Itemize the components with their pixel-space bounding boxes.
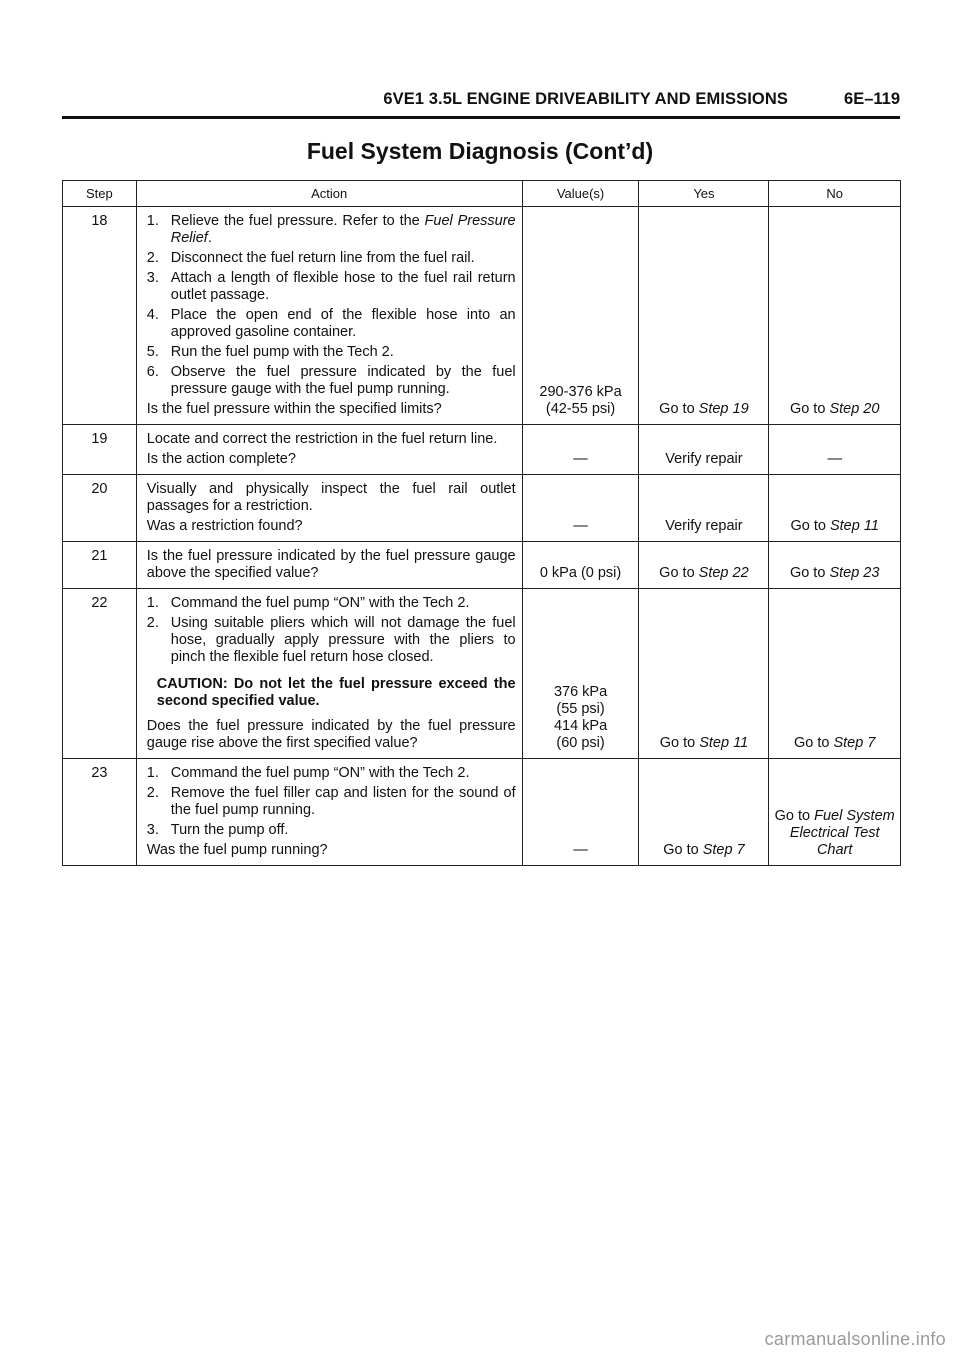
action-cell bbox=[136, 542, 522, 589]
action-step-number: 2. bbox=[146, 615, 159, 631]
action-text: Locate and correct the restriction in the fuel return line. bbox=[146, 431, 498, 447]
column-header-values: Value(s) bbox=[522, 181, 639, 207]
action-step bbox=[147, 822, 516, 839]
action-step-text: Command the fuel pump “ON” with the Tech 2. bbox=[170, 765, 470, 781]
action-step-text: Attach a length of flexible hose to the fuel rail return outlet passage. bbox=[170, 270, 516, 303]
action-step-text: Disconnect the fuel return line from the fuel rail. bbox=[170, 250, 475, 266]
action-reference: Fuel Pressure Relief bbox=[170, 213, 516, 246]
page-number: 6E–119 bbox=[844, 90, 900, 108]
diagnosis-table bbox=[62, 180, 901, 866]
action-step-number: 6. bbox=[146, 364, 159, 380]
yes-text: Verify repair bbox=[665, 451, 743, 467]
no-reference: Step 20 bbox=[829, 401, 880, 417]
column-header-no: No bbox=[769, 181, 901, 207]
action-step bbox=[147, 615, 516, 666]
action-step-text: Run the fuel pump with the Tech 2. bbox=[170, 344, 394, 360]
action-step-text: Command the fuel pump “ON” with the Tech 2. bbox=[170, 595, 470, 611]
value-line: 376 kPa bbox=[553, 684, 608, 700]
action-cell bbox=[136, 589, 522, 759]
action-step-text: Relieve the fuel pressure. Refer to the bbox=[170, 213, 425, 229]
column-header-step: Step bbox=[63, 181, 137, 207]
value-line: (55 psi) bbox=[556, 701, 605, 717]
action-step-number: 1. bbox=[146, 595, 159, 611]
no-cell bbox=[769, 542, 901, 589]
action-step-text: Using suitable pliers which will not damage the fuel hose, gradually apply pressure with the pliers to pinch the flexible fuel return hose closed. bbox=[170, 615, 516, 665]
table-body bbox=[63, 207, 901, 866]
watermark: carmanualsonline.info bbox=[764, 1329, 946, 1349]
table-row bbox=[63, 207, 901, 425]
values-cell bbox=[522, 759, 639, 866]
yes-reference: Step 11 bbox=[699, 735, 749, 751]
step-number: 23 bbox=[63, 759, 137, 866]
question-text: Is the action complete? bbox=[146, 451, 296, 467]
yes-text: Go to bbox=[659, 401, 699, 417]
no-cell bbox=[769, 207, 901, 425]
action-step-text: Observe the fuel pressure indicated by the fuel pressure gauge with the fuel pump running. bbox=[170, 364, 516, 397]
column-header-yes: Yes bbox=[639, 181, 769, 207]
no-text: Go to bbox=[790, 518, 830, 534]
question-text: Was the fuel pump running? bbox=[146, 842, 328, 858]
action-step bbox=[147, 270, 516, 304]
action-step bbox=[147, 785, 516, 819]
action-step-text: Place the open end of the flexible hose into an approved gasoline container. bbox=[170, 307, 516, 340]
table-row bbox=[63, 425, 901, 475]
question-text: Is the fuel pressure within the specified limits? bbox=[146, 401, 442, 417]
step-number: 20 bbox=[63, 475, 137, 542]
value-line: — bbox=[573, 518, 588, 534]
values-cell bbox=[522, 542, 639, 589]
yes-cell bbox=[639, 425, 769, 475]
action-step-suffix: . bbox=[207, 230, 212, 246]
table-row bbox=[63, 759, 901, 866]
table-row bbox=[63, 589, 901, 759]
values-cell bbox=[522, 207, 639, 425]
yes-text: Verify repair bbox=[665, 518, 743, 534]
action-step-number: 1. bbox=[146, 213, 159, 229]
no-text: Go to bbox=[793, 735, 834, 751]
step-number: 18 bbox=[63, 207, 137, 425]
no-text: Go to bbox=[789, 401, 830, 417]
yes-cell bbox=[639, 475, 769, 542]
action-step-text: Turn the pump off. bbox=[170, 822, 289, 838]
values-cell bbox=[522, 589, 639, 759]
action-step bbox=[147, 307, 516, 341]
table-header-row bbox=[63, 181, 901, 207]
no-reference: Fuel System Electrical Test Chart bbox=[789, 808, 895, 858]
action-step bbox=[147, 344, 516, 361]
step-number: 19 bbox=[63, 425, 137, 475]
no-cell bbox=[769, 475, 901, 542]
column-header-action: Action bbox=[136, 181, 522, 207]
yes-cell bbox=[639, 207, 769, 425]
action-cell bbox=[136, 425, 522, 475]
action-step bbox=[147, 595, 516, 612]
values-cell bbox=[522, 475, 639, 542]
action-step-number: 2. bbox=[146, 250, 159, 266]
table-row bbox=[63, 475, 901, 542]
value-line: 0 kPa (0 psi) bbox=[539, 565, 622, 581]
section-title: 6VE1 3.5L ENGINE DRIVEABILITY AND EMISSIONS bbox=[383, 90, 788, 108]
page-title: Fuel System Diagnosis (Cont’d) bbox=[306, 138, 654, 164]
no-text: Go to bbox=[774, 808, 815, 824]
yes-cell bbox=[639, 759, 769, 866]
value-line: (60 psi) bbox=[556, 735, 605, 751]
values-cell bbox=[522, 425, 639, 475]
yes-reference: Step 22 bbox=[698, 565, 749, 581]
value-line: (42-55 psi) bbox=[545, 401, 616, 417]
question-text: Was a restriction found? bbox=[146, 518, 303, 534]
value-line: — bbox=[573, 451, 588, 467]
page-header bbox=[62, 88, 900, 119]
table-row bbox=[63, 542, 901, 589]
yes-reference: Step 7 bbox=[702, 842, 745, 858]
action-step bbox=[147, 213, 516, 247]
no-text: Go to bbox=[789, 565, 830, 581]
action-text: Visually and physically inspect the fuel rail outlet passages for a restriction. bbox=[146, 481, 516, 514]
action-step-number: 4. bbox=[146, 307, 159, 323]
no-reference: Step 7 bbox=[833, 735, 876, 751]
action-step-text: Remove the fuel filler cap and listen for the sound of the fuel pump running. bbox=[170, 785, 516, 818]
step-number: 21 bbox=[63, 542, 137, 589]
action-cell bbox=[136, 207, 522, 425]
action-step-number: 3. bbox=[146, 822, 159, 838]
no-cell bbox=[769, 425, 901, 475]
no-reference: Step 23 bbox=[829, 565, 880, 581]
value-line: 290-376 kPa bbox=[539, 384, 622, 400]
action-step-number: 2. bbox=[146, 785, 159, 801]
no-reference: Step 11 bbox=[829, 518, 879, 534]
yes-reference: Step 19 bbox=[698, 401, 749, 417]
action-step bbox=[147, 364, 516, 398]
action-step-number: 1. bbox=[146, 765, 159, 781]
yes-text: Go to bbox=[659, 735, 700, 751]
yes-cell bbox=[639, 542, 769, 589]
caution-note: CAUTION: Do not let the fuel pressure exceed the second specified value. bbox=[156, 676, 516, 709]
no-cell bbox=[769, 589, 901, 759]
action-step bbox=[147, 765, 516, 782]
action-cell bbox=[136, 475, 522, 542]
action-cell bbox=[136, 759, 522, 866]
no-cell bbox=[769, 759, 901, 866]
yes-text: Go to bbox=[659, 565, 699, 581]
action-step bbox=[147, 250, 516, 267]
value-line: 414 kPa bbox=[553, 718, 608, 734]
action-text: Is the fuel pressure indicated by the fuel pressure gauge above the specified value? bbox=[146, 548, 516, 581]
question-text: Does the fuel pressure indicated by the fuel pressure gauge rise above the first specified value? bbox=[146, 718, 516, 751]
action-step-number: 3. bbox=[146, 270, 159, 286]
yes-cell bbox=[639, 589, 769, 759]
no-text: — bbox=[827, 451, 842, 467]
yes-text: Go to bbox=[663, 842, 703, 858]
action-step-number: 5. bbox=[146, 344, 159, 360]
step-number: 22 bbox=[63, 589, 137, 759]
value-line: — bbox=[573, 842, 588, 858]
